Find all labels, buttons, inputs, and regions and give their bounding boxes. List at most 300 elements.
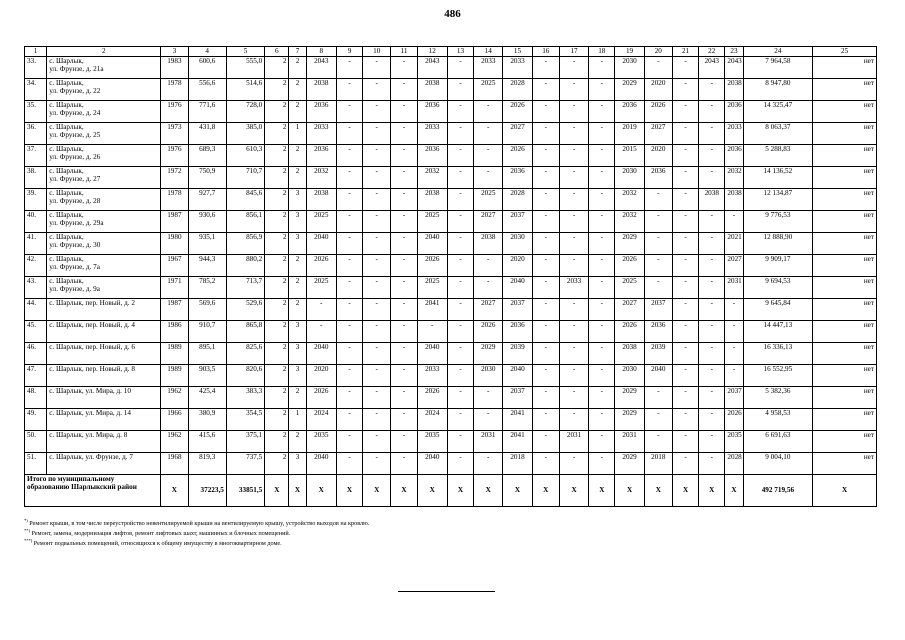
table-cell: - [559, 365, 588, 387]
table-cell: 2040 [503, 277, 532, 299]
table-cell: 6 691,63 [743, 431, 813, 453]
table-cell: 2035 [725, 431, 743, 453]
table-cell: нет [813, 233, 877, 255]
total-cell: Х [306, 475, 336, 507]
table-cell: 927,7 [188, 189, 226, 211]
table-cell: - [672, 409, 698, 431]
table-cell: 930,6 [188, 211, 226, 233]
address-line-2: ул. Фрунзе, д. 27 [49, 175, 101, 184]
table-cell: - [391, 409, 417, 431]
table-cell: - [336, 277, 362, 299]
table-row [25, 123, 877, 145]
table-row [25, 101, 877, 123]
total-cell: Х [559, 475, 588, 507]
table-cell: 2029 [615, 453, 644, 475]
table-cell: - [391, 123, 417, 145]
table-cell: 713,7 [226, 277, 264, 299]
total-cell: Х [474, 475, 503, 507]
table-cell: 1976 [161, 101, 188, 123]
address-line-1: с. Шарлык, [49, 277, 84, 285]
table-cell: - [391, 299, 417, 321]
total-cell: Х [447, 475, 473, 507]
address-line-1: с. Шарлык, пер. Новый, д. 2 [49, 299, 135, 307]
total-cell: 37223,5 [188, 475, 226, 507]
table-cell: 2038 [417, 79, 447, 101]
table-cell: - [672, 277, 698, 299]
table-cell: 2027 [503, 123, 532, 145]
table-cell: - [589, 167, 615, 189]
table-cell: 2040 [503, 365, 532, 387]
table-cell: 856,9 [226, 233, 264, 255]
address-line-2: ул. Фрунзе, д. 9а [49, 285, 100, 294]
table-cell: - [363, 101, 391, 123]
table-cell: - [447, 211, 473, 233]
address-cell [47, 101, 161, 123]
table-cell: - [363, 79, 391, 101]
table-cell: 2027 [644, 123, 672, 145]
table-cell: 910,7 [188, 321, 226, 343]
table-cell: 2040 [306, 453, 336, 475]
table-cell: 2028 [503, 79, 532, 101]
table-cell: 2026 [306, 255, 336, 277]
table-row [25, 299, 877, 321]
table-cell: 7 964,58 [743, 57, 813, 79]
table-cell: 737,5 [226, 453, 264, 475]
table-cell: - [336, 57, 362, 79]
column-number: 11 [391, 47, 417, 57]
address-line-1: с. Шарлык, пер. Новый, д. 4 [49, 321, 135, 329]
table-cell: - [391, 79, 417, 101]
table-cell: 2 [289, 387, 306, 409]
table-cell: - [699, 277, 725, 299]
address-line-1: с. Шарлык, ул. Мира, д. 10 [49, 387, 131, 395]
table-cell: нет [813, 299, 877, 321]
table-cell: - [391, 189, 417, 211]
table-cell: 14 447,13 [743, 321, 813, 343]
table-cell: 2027 [725, 255, 743, 277]
table-cell: 1987 [161, 211, 188, 233]
table-row [25, 255, 877, 277]
table-cell: 555,0 [226, 57, 264, 79]
table-cell: нет [813, 409, 877, 431]
table-cell: 2015 [615, 145, 644, 167]
table-cell: 2040 [306, 233, 336, 255]
table-cell: 2036 [417, 145, 447, 167]
column-number: 7 [289, 47, 306, 57]
table-cell: 9 645,84 [743, 299, 813, 321]
table-cell: - [672, 321, 698, 343]
address-line-1: с. Шарлык, [49, 167, 84, 175]
table-cell: - [474, 387, 503, 409]
table-cell: 689,3 [188, 145, 226, 167]
table-cell: 2024 [417, 409, 447, 431]
table-cell: - [474, 167, 503, 189]
table-cell: - [532, 101, 559, 123]
table-cell: 2027 [615, 299, 644, 321]
address-cell [47, 255, 161, 277]
table-row [25, 189, 877, 211]
table-cell: 2030 [615, 57, 644, 79]
table-cell: 2026 [503, 145, 532, 167]
table-cell: - [559, 57, 588, 79]
table-cell: 2027 [474, 299, 503, 321]
table-cell: - [699, 299, 725, 321]
table-cell: 2039 [644, 343, 672, 365]
table-cell: - [589, 321, 615, 343]
table-cell: - [559, 255, 588, 277]
table-cell: 2031 [725, 277, 743, 299]
address-line-1: с. Шарлык, [49, 101, 84, 109]
table-cell: 2038 [474, 233, 503, 255]
table-cell: - [336, 145, 362, 167]
table-cell: 2041 [417, 299, 447, 321]
table-cell: - [589, 277, 615, 299]
table-cell: - [363, 233, 391, 255]
table-cell: 2025 [417, 277, 447, 299]
table-cell: 2032 [417, 167, 447, 189]
table-cell: - [363, 431, 391, 453]
address-line-1: с. Шарлык, [49, 233, 84, 241]
table-cell: - [559, 145, 588, 167]
address-line-1: с. Шарлык, [49, 189, 84, 197]
row-number: 34. [25, 79, 47, 101]
total-cell: Х [265, 475, 289, 507]
table-cell: - [559, 321, 588, 343]
table-cell: 2030 [615, 167, 644, 189]
table-cell: - [532, 453, 559, 475]
table-cell: - [672, 299, 698, 321]
table-cell: - [559, 299, 588, 321]
table-cell: 2030 [615, 365, 644, 387]
table-cell: 2035 [417, 431, 447, 453]
table-cell: 2036 [725, 145, 743, 167]
table-cell: - [589, 79, 615, 101]
address-cell [47, 277, 161, 299]
table-cell: 2026 [417, 387, 447, 409]
table-cell: 556,6 [188, 79, 226, 101]
total-row [25, 475, 877, 507]
column-number: 8 [306, 47, 336, 57]
table-cell: 16 552,95 [743, 365, 813, 387]
table-cell: - [644, 409, 672, 431]
table-cell: - [644, 431, 672, 453]
table-cell: - [447, 365, 473, 387]
table-row [25, 145, 877, 167]
table-cell: - [474, 101, 503, 123]
table-cell: 2 [265, 57, 289, 79]
table-cell: 2029 [615, 233, 644, 255]
table-cell: - [532, 211, 559, 233]
table-cell: 3 [289, 233, 306, 255]
table-cell: - [589, 409, 615, 431]
table-cell: 600,6 [188, 57, 226, 79]
column-number: 9 [336, 47, 362, 57]
row-number: 37. [25, 145, 47, 167]
table-cell: 2036 [417, 101, 447, 123]
total-cell: Х [532, 475, 559, 507]
table-cell: 845,6 [226, 189, 264, 211]
column-number: 14 [474, 47, 503, 57]
footnote-mark: **) [24, 527, 30, 533]
table-cell: - [391, 343, 417, 365]
address-cell [47, 453, 161, 475]
address-line-2: ул. Фрунзе, д. 7а [49, 263, 100, 272]
table-cell: 375,1 [226, 431, 264, 453]
column-number: 20 [644, 47, 672, 57]
address-cell [47, 57, 161, 79]
total-cell: 492 719,56 [743, 475, 813, 507]
table-cell: 2036 [306, 145, 336, 167]
table-cell: - [363, 145, 391, 167]
row-number: 45. [25, 321, 47, 343]
table-cell: 2018 [644, 453, 672, 475]
table-cell: - [699, 343, 725, 365]
table-cell: 2020 [306, 365, 336, 387]
table-cell: 9 694,53 [743, 277, 813, 299]
table-cell: - [474, 409, 503, 431]
table-cell: 14 136,52 [743, 167, 813, 189]
table-cell: - [474, 255, 503, 277]
table-cell: нет [813, 387, 877, 409]
table-cell: - [336, 321, 362, 343]
row-number: 38. [25, 167, 47, 189]
table-cell: 2033 [417, 123, 447, 145]
table-cell: 2020 [503, 255, 532, 277]
table-row [25, 79, 877, 101]
table-cell: - [363, 409, 391, 431]
footnote-mark: *) [24, 517, 28, 523]
table-cell: 1972 [161, 167, 188, 189]
table-cell: 2026 [725, 409, 743, 431]
table-cell: - [559, 453, 588, 475]
table-cell: - [589, 453, 615, 475]
table-cell: - [532, 409, 559, 431]
table-cell: - [672, 453, 698, 475]
table-cell: 771,6 [188, 101, 226, 123]
table-cell: 2033 [474, 57, 503, 79]
table-cell: 2036 [503, 167, 532, 189]
row-number: 35. [25, 101, 47, 123]
table-cell: 1968 [161, 453, 188, 475]
table-cell: - [725, 343, 743, 365]
column-number: 24 [743, 47, 813, 57]
table-cell: 2 [265, 189, 289, 211]
table-cell: - [559, 387, 588, 409]
table-cell: - [699, 167, 725, 189]
table-cell: 2025 [474, 79, 503, 101]
address-line-1: с. Шарлык, [49, 211, 84, 219]
table-cell: 3 [289, 453, 306, 475]
table-cell: - [644, 277, 672, 299]
row-number: 43. [25, 277, 47, 299]
table-cell: - [589, 189, 615, 211]
address-line-2: ул. Фрунзе, д. 26 [49, 153, 101, 162]
table-cell: - [363, 167, 391, 189]
address-line-1: с. Шарлык, [49, 145, 84, 153]
row-number: 50. [25, 431, 47, 453]
table-cell: 3 [289, 211, 306, 233]
table-cell: - [363, 211, 391, 233]
table-cell: 3 [289, 343, 306, 365]
column-number: 10 [363, 47, 391, 57]
table-cell: - [336, 453, 362, 475]
column-number: 16 [532, 47, 559, 57]
table-cell: - [672, 167, 698, 189]
table-cell: 1967 [161, 255, 188, 277]
table-cell: 1962 [161, 387, 188, 409]
table-cell: 2029 [615, 409, 644, 431]
row-number: 44. [25, 299, 47, 321]
total-cell: Х [589, 475, 615, 507]
table-cell: 2 [265, 255, 289, 277]
table-cell: 2039 [503, 343, 532, 365]
total-cell: 33851,5 [226, 475, 264, 507]
table-cell: 1989 [161, 365, 188, 387]
footnote-text: Ремонт, замена, модернизация лифтов, ремонт лифтовых шахт, машинных и блочных помещений. [31, 530, 291, 537]
table-cell: - [532, 431, 559, 453]
column-number: 1 [25, 47, 47, 57]
table-cell: - [559, 123, 588, 145]
total-cell: Х [161, 475, 188, 507]
address-cell [47, 387, 161, 409]
footnote-mark: ***) [24, 537, 33, 543]
address-cell [47, 299, 161, 321]
column-number: 4 [188, 47, 226, 57]
table-cell: - [644, 57, 672, 79]
page-number: 486 [444, 8, 461, 20]
table-cell: - [589, 145, 615, 167]
table-cell: - [532, 123, 559, 145]
table-cell: нет [813, 145, 877, 167]
table-cell: 856,1 [226, 211, 264, 233]
table-cell: - [532, 277, 559, 299]
table-cell: 2 [265, 343, 289, 365]
table-cell: 610,3 [226, 145, 264, 167]
table-cell: - [559, 343, 588, 365]
address-line-2: ул. Фрунзе, д. 29а [49, 219, 104, 228]
table-cell: 2040 [417, 343, 447, 365]
table-cell: 2038 [306, 189, 336, 211]
address-cell [47, 409, 161, 431]
total-cell: Х [813, 475, 877, 507]
table-cell: 12 888,90 [743, 233, 813, 255]
table-cell: - [672, 431, 698, 453]
table-cell: нет [813, 255, 877, 277]
table-cell: 2 [265, 233, 289, 255]
table-cell: - [589, 123, 615, 145]
table-cell: 2032 [615, 211, 644, 233]
table-cell: 5 288,83 [743, 145, 813, 167]
address-line-1: с. Шарлык, пер. Новый, д. 6 [49, 343, 135, 351]
table-cell: - [474, 277, 503, 299]
table-cell: нет [813, 365, 877, 387]
footnotes [24, 519, 884, 549]
table-cell: - [391, 167, 417, 189]
table-cell: - [725, 365, 743, 387]
table-cell: - [589, 343, 615, 365]
table-cell: - [672, 189, 698, 211]
table-cell: 2029 [615, 79, 644, 101]
table-cell: 385,0 [226, 123, 264, 145]
table-cell: 903,5 [188, 365, 226, 387]
table-cell: 1987 [161, 299, 188, 321]
table-cell: - [447, 57, 473, 79]
total-cell: Х [672, 475, 698, 507]
table-cell: - [447, 387, 473, 409]
table-cell: - [363, 189, 391, 211]
table-cell: - [589, 57, 615, 79]
table-cell: - [644, 255, 672, 277]
table-cell: - [672, 79, 698, 101]
table-cell: 2 [289, 431, 306, 453]
table-cell: 2 [289, 57, 306, 79]
table-cell: 2026 [615, 321, 644, 343]
table-cell: 9 909,17 [743, 255, 813, 277]
table-cell: 2031 [615, 431, 644, 453]
table-cell: - [336, 255, 362, 277]
total-cell: Х [615, 475, 644, 507]
total-cell: Х [503, 475, 532, 507]
table-cell: нет [813, 101, 877, 123]
row-number: 33. [25, 57, 47, 79]
table-cell: 2 [289, 255, 306, 277]
table-cell: 1986 [161, 321, 188, 343]
table-cell: 1978 [161, 189, 188, 211]
table-cell: - [644, 211, 672, 233]
table-cell: - [644, 387, 672, 409]
table-cell: 380,9 [188, 409, 226, 431]
table-cell: - [532, 387, 559, 409]
table-cell: 880,2 [226, 255, 264, 277]
row-number: 49. [25, 409, 47, 431]
table-cell: - [589, 233, 615, 255]
table-cell: 2 [289, 101, 306, 123]
table-cell: 2019 [615, 123, 644, 145]
table-cell: 1 [289, 409, 306, 431]
column-number: 19 [615, 47, 644, 57]
table-cell: 3 [289, 189, 306, 211]
table-cell: 2043 [699, 57, 725, 79]
table-cell: - [391, 453, 417, 475]
table-cell: - [391, 145, 417, 167]
table-cell: 2037 [503, 211, 532, 233]
table-cell: 2037 [725, 387, 743, 409]
table-cell: 2018 [503, 453, 532, 475]
table-cell: 819,3 [188, 453, 226, 475]
table-cell: 2038 [306, 79, 336, 101]
table-cell: 2038 [699, 189, 725, 211]
table-cell: - [699, 79, 725, 101]
table-cell: - [363, 57, 391, 79]
address-cell [47, 211, 161, 233]
table-cell: - [447, 145, 473, 167]
table-cell: 2032 [615, 189, 644, 211]
table-cell: 2033 [503, 57, 532, 79]
table-cell: - [363, 453, 391, 475]
table-row [25, 431, 877, 453]
address-line-2: ул. Фрунзе, д. 21а [49, 65, 104, 74]
table-cell: 2025 [306, 277, 336, 299]
table-cell: - [391, 365, 417, 387]
table-cell: - [447, 101, 473, 123]
column-number: 2 [47, 47, 161, 57]
total-label: Итого по муниципальному образованию Шарлыкский район [25, 475, 161, 507]
address-line-1: с. Шарлык, [49, 123, 84, 131]
table-cell: - [447, 277, 473, 299]
row-number: 42. [25, 255, 47, 277]
table-cell: 2030 [474, 365, 503, 387]
table-cell: 2037 [503, 387, 532, 409]
